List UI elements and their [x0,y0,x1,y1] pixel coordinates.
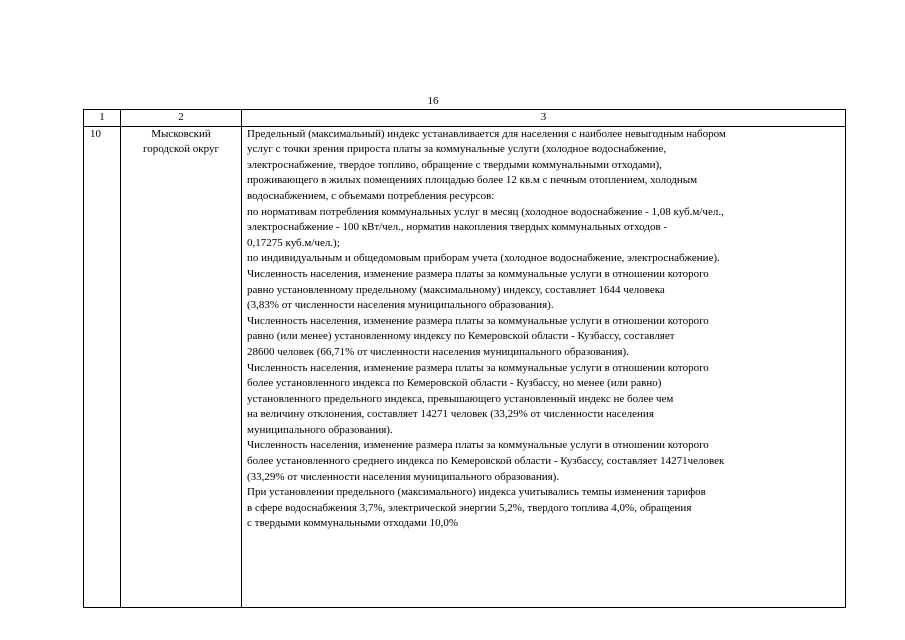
document-table [83,109,846,608]
description-text-line: услуг с точки зрения прироста платы за коммунальные услуги (холодное водоснабжение, [247,143,667,156]
description-text-line: электроснабжение - 100 кВт/чел., норматив накопления твердых коммунальных отходов - [247,221,668,234]
description-text-line: Численность населения, изменение размера платы за коммунальные услуги в отношении которого [247,314,709,327]
district-name-line: Мысковский [151,127,211,140]
description-text-line: электроснабжение, твердое топливо, обращение с твердыми коммунальными отходами), [247,158,662,171]
description-text-line: (3,83% от численности населения муниципального образования). [247,299,554,312]
description-text-line: 28600 человек (66,71% от численности населения муниципального образования). [247,345,629,358]
description-text-line: Численность населения, изменение размера платы за коммунальные услуги в отношении которого [247,361,709,374]
description-text-line: Численность населения, изменение размера платы за коммунальные услуги в отношении которого [247,439,709,452]
description-text-line: по индивидуальным и общедомовым приборам учета (холодное водоснабжение, электроснабжение). [247,252,720,265]
description-text-line: более установленного среднего индекса по Кемеровской области - Кузбассу, составляет 14271человек [247,455,725,468]
table-row [84,126,846,607]
description-text-line: в сфере водоснабжения 3,7%, электрической энергии 5,2%, твердого топлива 4,0%, обращения [247,501,692,514]
description-text-line: муниципального образования). [247,423,393,436]
description-text-line: на величину отклонения, составляет 14271 человек (33,29% от численности населения [247,408,654,421]
description-text-line: по нормативам потребления коммунальных услуг в месяц (холодное водоснабжение - 1,08 куб.м/чел., [247,205,724,218]
description-text-line: с твердыми коммунальными отходами 10,0% [247,517,459,530]
description-text-line: Численность населения, изменение размера платы за коммунальные услуги в отношении которого [247,267,709,280]
page-number: 16 [427,95,439,107]
description-text-line: равно (или менее) установленному индексу по Кемеровской области - Кузбассу, составляет [247,330,675,343]
description-text-line: более установленного индекса по Кемеровской области - Кузбассу, но менее (или равно) [247,377,662,390]
description-text-line: проживающего в жилых помещениях площадью более 12 кв.м с печным отоплением, холодным [247,174,698,187]
column-header-1: 1 [84,110,121,127]
row-number-cell: 10 [84,126,121,607]
district-cell [121,126,242,607]
description-text-line: водоснабжением, с объемами потребления ресурсов: [247,189,495,202]
description-text-line: При установлении предельного (максимального) индекса учитывались темпы изменения тарифов [247,486,706,499]
table-header-row [84,110,846,127]
description-text-line: Предельный (максимальный) индекс устанавливается для населения с наиболее невыгодным набором [247,127,726,140]
description-text-line: установленного предельного индекса, превышающего установленный индекс не более чем [247,392,674,405]
column-header-3: 3 [242,110,846,127]
district-name-line: городской округ [142,143,220,156]
column-header-2: 2 [121,110,242,127]
description-cell [242,126,846,607]
description-text-line: равно установленному предельному (максимальному) индексу, составляет 1644 человека [247,283,665,296]
description-text-line: 0,17275 куб.м/чел.); [247,236,340,249]
description-text-line: (33,29% от численности населения муниципального образования). [247,470,560,483]
